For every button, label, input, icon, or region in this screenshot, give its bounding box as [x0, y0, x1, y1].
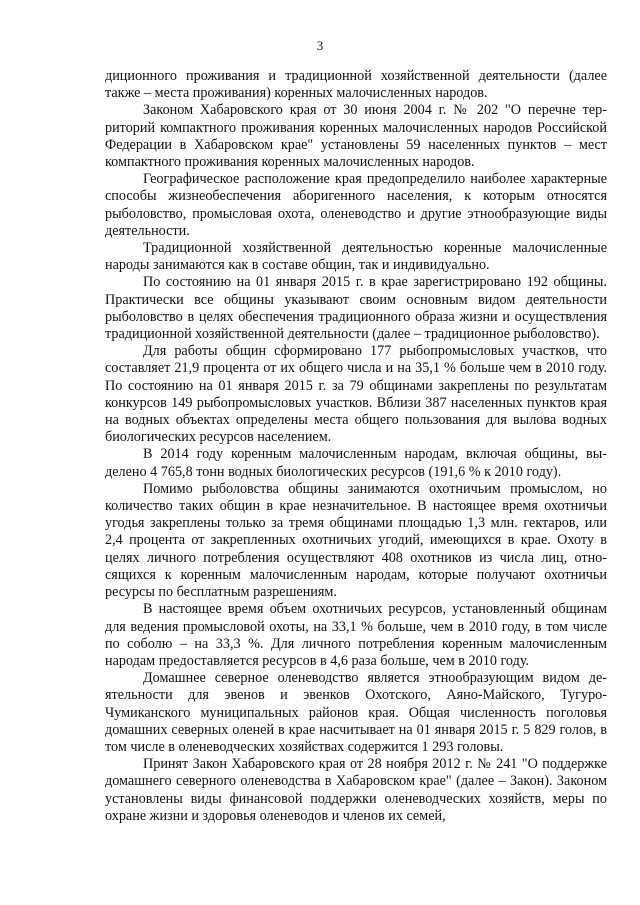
paragraph-4: Традиционной хозяйственной деятельностью коренные малочисленные народы занимаются как в составе общин, так и индивидуально.: [105, 240, 607, 274]
paragraph-9: В настоящее время объем охотничьих ресурсов, установленный общинам для ведения промысловой охоты, на 33,1 % больше, чем в 2010 году, в том числе по соболю – на 33,3 %. Для личного потребления коренным малочисленным народам предоставляется ресурсов в 4,6 раза больше, чем в 2010 году.: [105, 601, 607, 669]
paragraph-11: Принят Закон Хабаровского края от 28 ноября 2012 г. № 241 "О поддержке домашнего северного оленеводства в Хабаровском крае" (далее – Закон). Законом установлены виды финансовой поддержки оленеводческих хозяйств, меры по охране жизни и здоровья оленеводов и членов их семей,: [105, 756, 607, 824]
paragraph-2: Законом Хабаровского края от 30 июня 2004 г. № 202 "О перечне территорий компактного проживания коренных малочисленных народов Российской Федерации в Хабаровском крае" установлены 59 населенных пунктов – мест компактного проживания коренных малочисленных народов.: [105, 102, 607, 171]
paragraph-1: диционного проживания и традиционной хозяйственной деятельности (далее также – места проживания) коренных малочисленных народов.: [105, 68, 607, 102]
page-number: 3: [316, 38, 324, 53]
paragraph-10: Домашнее северное оленеводство является этнообразующим видом деятельности для эвенов и эвенков Охотского, Аяно-Майского, Тугуро-Чумиканского муниципальных районов края. Общая численность поголовья домашних северных оленей в крае насчитывает на 01 января 2015 г. 5 829 голов, в том числе в оленеводческих хозяйствах содержится 1 293 головы.: [105, 670, 607, 755]
paragraph-5: По состоянию на 01 января 2015 г. в крае зарегистрировано 192 общины. Практически все общины указывают своим основным видом деятельности рыболовство в целях обеспечения традиционного образа жизни и осуществления традиционной хозяйственной деятельности (далее – традиционное рыболовство).: [105, 274, 607, 343]
paragraph-8: Помимо рыболовства общины занимаются охотничьим промыслом, но количество таких общин в крае незначительное. В настоящее время охотничьи угодья закреплены только за тремя общинами площадью 1,3 млн. гектаров, или 2,4 процента от закрепленных охотничьих угодий, имеющихся в крае. Охоту в целях личного потребления осуществляют 408 охотников из числа лиц, относящихся к коренным малочисленным народам, которые получают охотничьи ресурсы по бесплатным разрешениям.: [105, 480, 607, 601]
paragraph-7: В 2014 году коренным малочисленным народам, включая общины, выделено 4 765,8 тонн водных биологических ресурсов (191,6 % к 2010 году).: [105, 446, 607, 480]
paragraph-6: Для работы общин сформировано 177 рыбопромысловых участков, что составляет 21,9 процента от их общего числа и на 35,1 % больше чем в 2010 году. По состоянию на 01 января 2015 г. за 79 общинами закреплены по результатам конкурсов 149 рыбопромысловых участков. Вблизи 387 населенных пунктов края на водных объектах определены места общего пользования для вылова водных биологических ресурсов населением.: [105, 343, 607, 446]
paragraph-3: Географическое расположение края предопределило наиболее характерные способы жизнеобеспечения аборигенного населения, к которым относятся рыболовство, промысловая охота, оленеводство и другие этнообразующие виды деятельности.: [105, 171, 607, 239]
document-body: [105, 68, 607, 825]
